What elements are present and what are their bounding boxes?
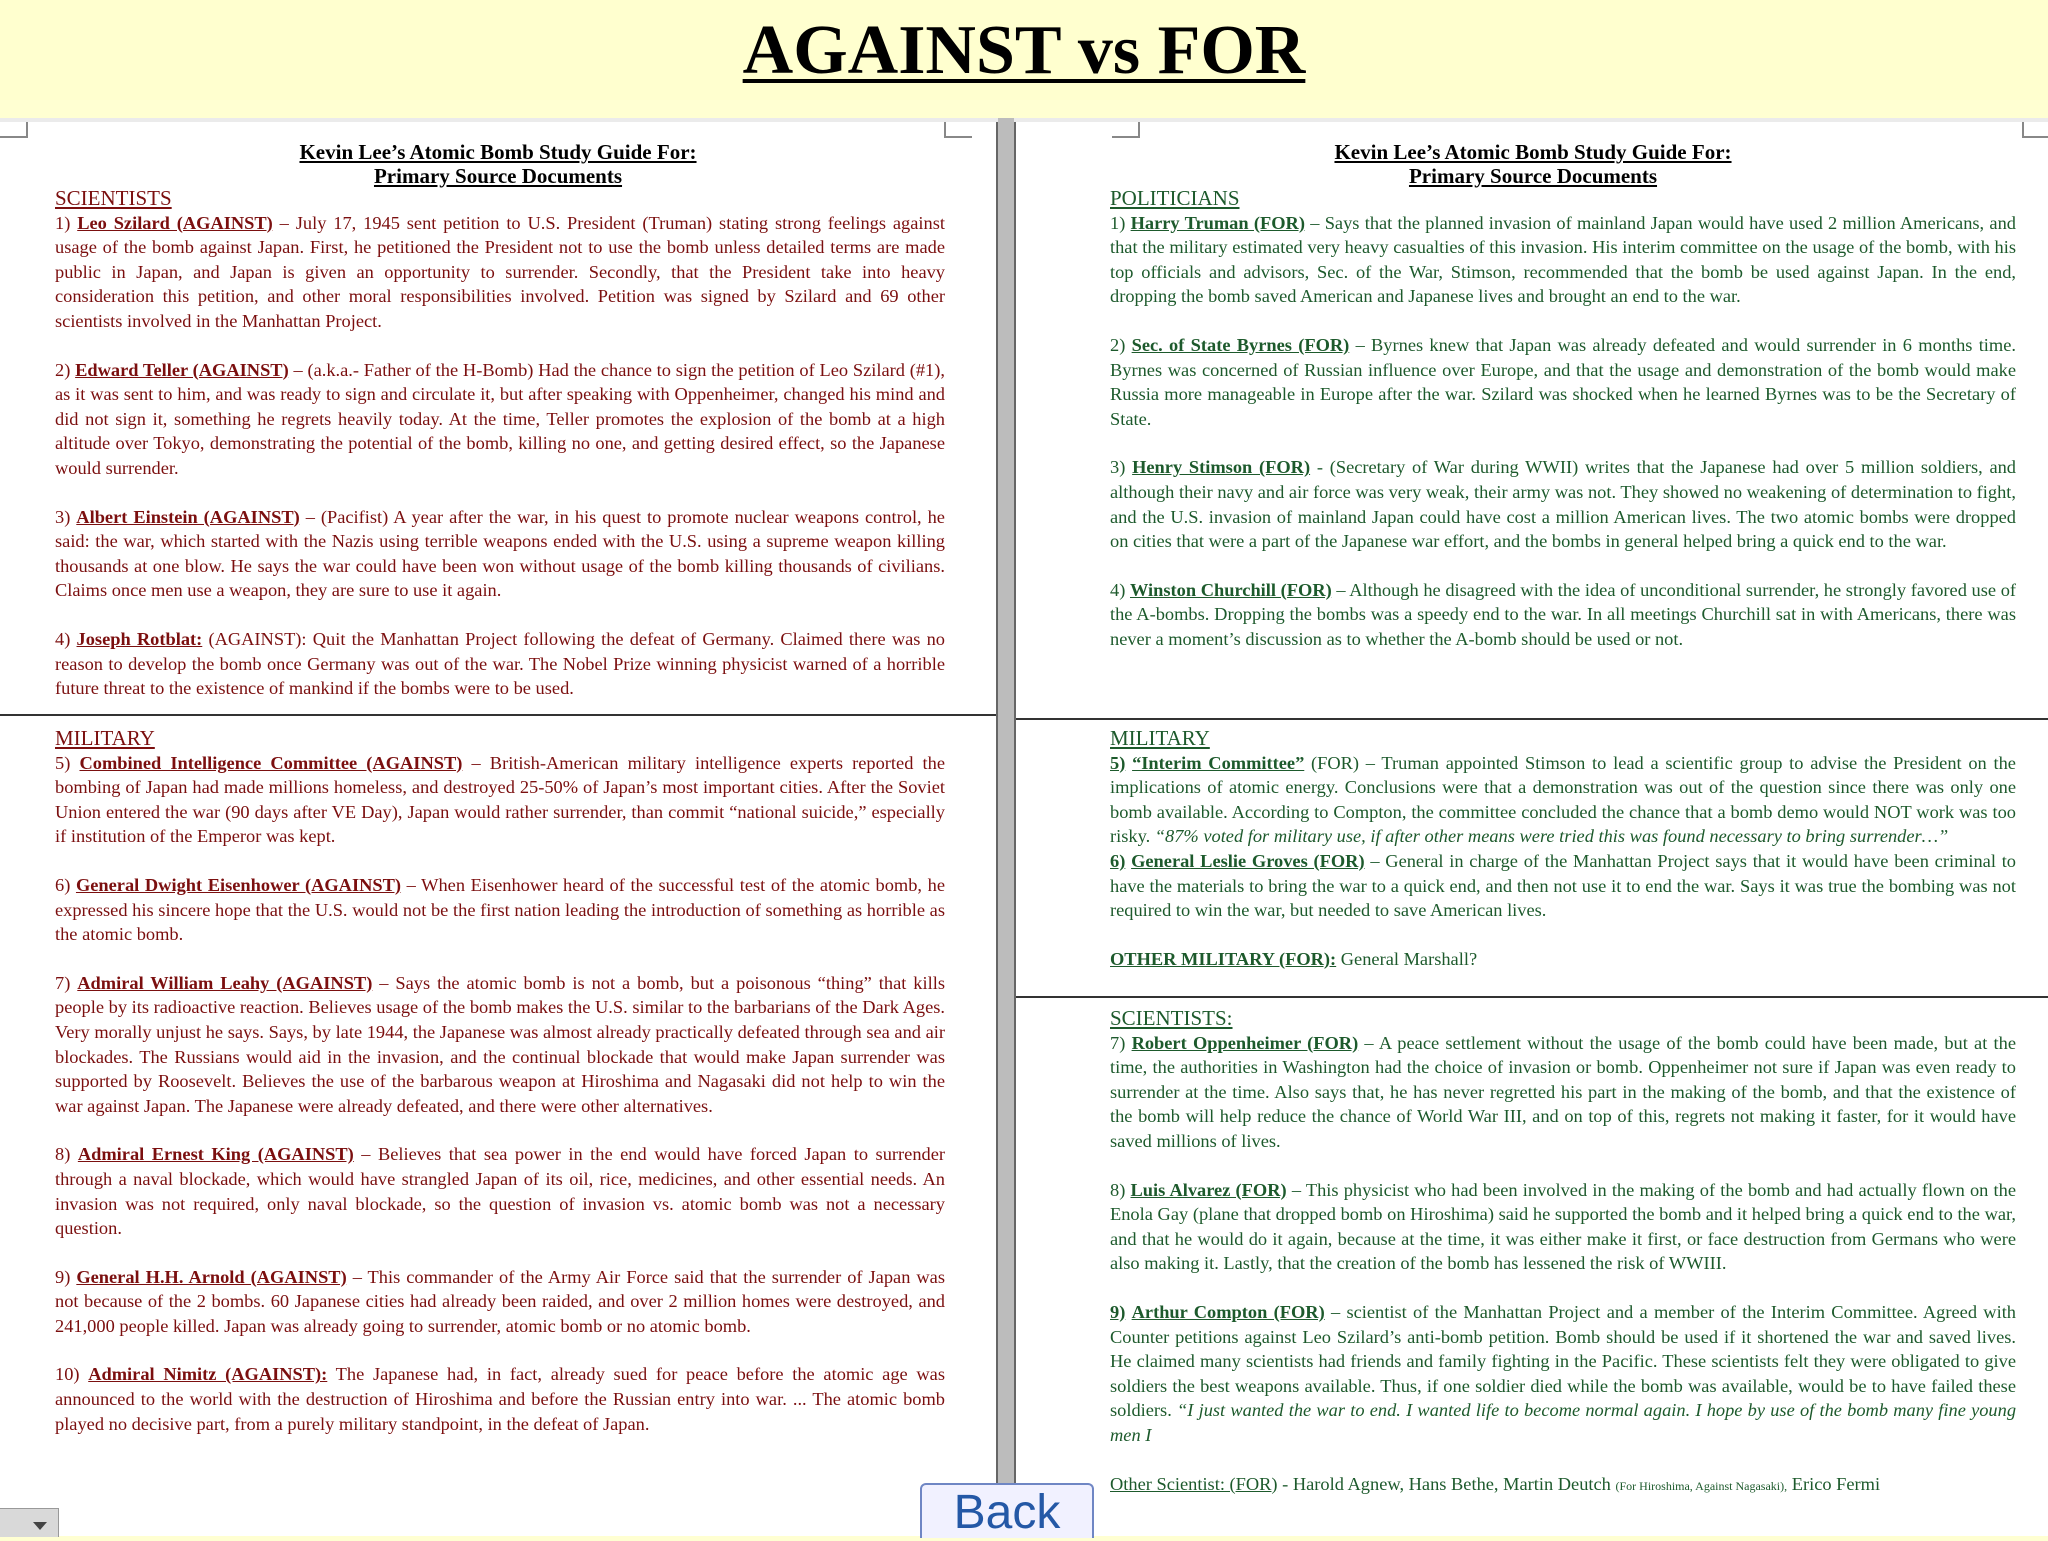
entry-name: “Interim Committee” — [1132, 752, 1305, 773]
entry-name: Luis Alvarez (FOR) — [1130, 1179, 1287, 1200]
guide-header-line-1: Kevin Lee’s Atomic Bomb Study Guide For: — [299, 140, 697, 164]
page-corner-mark — [1112, 122, 1140, 138]
chevron-down-icon — [33, 1522, 47, 1530]
against-military-entry — [55, 1142, 945, 1240]
entry-text: – (a.k.a.- Father of the H-Bomb) Had the chance to sign the petition of Leo Szilard (#1), as it was sent to him, and was ready to sign and circulate it, but after speaking with Oppenheimer, changed his mind and did not sign it, something he regrets heavily today. At the time, Teller promotes the explosion of the bomb at a high altitude over Tokyo, demonstrating the potential of the bomb, killing no one, and getting desired effect, so the Japanese would surrender. — [55, 359, 945, 478]
guide-header-line-1: Kevin Lee’s Atomic Bomb Study Guide For: — [1334, 140, 1732, 164]
entry-text: – Byrnes knew that Japan was already defeated and would surrender in 6 months time. Byrnes was concerned of Russian influence over Europe, and that the usage and demonstration of the bomb would make Russia more manageable in Europe after the war. Szilard was shocked when he learned Byrnes was to be the Secretary of State. — [1110, 334, 2016, 429]
page-corner-mark — [944, 122, 972, 138]
entry-text: – Says the atomic bomb is not a bomb, but a poisonous “thing” that kills people by its radioactive reaction. Believes usage of the bomb makes the U.S. similar to the barbarians of the Dark Ages. Very morally unjust he says. Says, by late 1944, the Japanese was almost already practically defeated through sea and air blockades. The Russians would aid in the invasion, and the continual blockade that would make Japan surrender was supported by Roosevelt. Believes the use of the barbarous weapon at Hiroshima and Nagasaki did not help to win the war against Japan. The Japanese were already defeated, and there were other alternatives. — [55, 972, 945, 1116]
against-military-entry — [55, 1265, 945, 1339]
title-bar — [0, 0, 2048, 100]
entry-text: – This commander of the Army Air Force said that the surrender of Japan was not because of the 2 bombs. 60 Japanese cities had already been raided, and over 2 million homes were destroyed, and 241,000 people killed. Japan was already going to surrender, atomic bomb or no atomic bomb. — [55, 1266, 945, 1336]
entry-text: – This physicist who had been involved in the making of the bomb and had actually flown on the Enola Gay (plane that dropped bomb on Hiroshima) said he supported the bomb and it helped bring a quick end to the war, and that he would do it again, because at the time, it was either make it first, or face destruction from Germans who were also making it. Lastly, that the creation of the bomb has lessened the risk of WWIII. — [1110, 1179, 2017, 1274]
entry-text: – A peace settlement without the usage of the bomb could have been made, but at the time, the authorities in Washington had the choice of invasion or bomb. Oppenheimer not sure if Japan was even ready to surrender at the time. Also says that, he has never regretted his part in the making of the bomb, and that the existence of the bomb will help reduce the chance of World War III, and on top of this, regrets not making it faster, for it would have saved millions of lives. — [1110, 1032, 2017, 1151]
entry-interim-committee — [1110, 751, 2016, 849]
against-military-section — [55, 726, 945, 1460]
entry-quote: “87% voted for military use, if after other means were tried this was found necessary to bring surrender…” — [1154, 826, 1949, 847]
section-title: POLITICIANS — [1110, 186, 1240, 210]
other-scientists-text-2: Erico Fermi — [1787, 1473, 1881, 1494]
entry-name: Edward Teller (AGAINST) — [75, 359, 289, 380]
right-document-page — [1014, 122, 2048, 1536]
entry-name: Albert Einstein (AGAINST) — [76, 506, 300, 527]
entry-name: Harry Truman (FOR) — [1130, 212, 1305, 233]
entry-number: 4) — [55, 628, 71, 649]
entry-name: General Leslie Groves (FOR) — [1131, 850, 1365, 871]
entry-text: – scientist of the Manhattan Project and a member of the Interim Committee. Agreed with Counter petitions against Leo Szilard’s anti-bomb petition. Bomb should be used if it shortened the war and saved lives. He claimed many scientists had friends and family fighting in the Pacific. These scientists felt they were obligated to give soldiers the best weapons available. Thus, if one soldier died while the bomb was available, would be to have failed these soldiers. — [1110, 1301, 2016, 1421]
entry-text: (AGAINST): Quit the Manhattan Project following the defeat of Germany. Claimed there was no reason to develop the bomb once Germany was out of the war. The Nobel Prize winning physicist warned of a horrible future threat to the existence of mankind if the bombs were to be used. — [55, 628, 945, 699]
entry-number: 9) — [1110, 1301, 1126, 1322]
entry-name: Combined Intelligence Committee (AGAINST) — [79, 752, 463, 773]
for-scientist-entry — [1110, 1031, 2016, 1154]
page-corner-mark — [2022, 122, 2048, 138]
entry-number: 5) — [55, 752, 71, 773]
entry-text: (FOR) – Truman appointed Stimson to lead a scientific group to advise the President on the implications of atomic energy. Conclusions were that a demonstration was out of the question since there was only one bomb available. According to Compton, the committee concluded the chance that a bomb demo would NOT work was too risky. — [1110, 752, 2016, 847]
entry-number: 7) — [1110, 1032, 1126, 1053]
for-scientist-entry — [1110, 1178, 2016, 1276]
entry-name: Admiral William Leahy (AGAINST) — [77, 972, 373, 993]
entry-name: Leo Szilard (AGAINST) — [77, 212, 273, 233]
entry-number: 1) — [1110, 212, 1126, 233]
entry-text: – General in charge of the Manhattan Project says that it would have been criminal to have the materials to bring the war to a quick end, and then not use it to end the war. Says it was true the bombing was not required to win the war, but needed to save American lives. — [1110, 850, 2017, 921]
entry-text: – (Pacifist) A year after the war, in his quest to promote nuclear weapons control, he said: the war, which started with the Nazis using terrible weapons ended with the U.S. using a supreme weapon killing thousands at one blow. He says the war could have been won without usage of the bomb killing thousands of civilians. Claims once men use a weapon, they are sure to use it again. — [55, 506, 945, 601]
other-scientists-note: (For Hiroshima, Against Nagasaki), — [1615, 1478, 1788, 1493]
entry-number: 7) — [55, 972, 71, 993]
other-scientists — [1110, 1472, 2016, 1499]
entry-name: Joseph Rotblat: — [76, 628, 203, 649]
left-document-page — [0, 122, 998, 1536]
other-scientists-text: - Harold Agnew, Hans Bethe, Martin Deutch — [1277, 1473, 1616, 1494]
against-military-entry — [55, 971, 945, 1119]
for-politician-entry — [1110, 211, 2016, 309]
entry-number: 3) — [55, 506, 71, 527]
back-button[interactable]: Back — [920, 1483, 1094, 1538]
entry-number: 10) — [55, 1364, 80, 1385]
entry-text: – Although he disagreed with the idea of unconditional surrender, he strongly favored use of the A-bombs. Dropping the bombs was a speedy end to the war. In all meetings Churchill sat in with Americans, there was never a moment’s discussion as to whether the A-bomb should be used or not. — [1110, 579, 2017, 649]
for-politician-entry — [1110, 578, 2016, 652]
entry-list — [55, 211, 945, 701]
guide-header-line-2: Primary Source Documents — [1408, 164, 1658, 188]
against-scientist-entry — [55, 358, 945, 481]
against-scientists-section — [55, 186, 945, 725]
section-divider — [0, 714, 996, 716]
guide-header — [1016, 140, 2048, 188]
guide-header-line-2: Primary Source Documents — [373, 164, 623, 188]
entry-number: 2) — [55, 359, 71, 380]
entry-name: Arthur Compton (FOR) — [1131, 1301, 1325, 1322]
entry-list — [1110, 211, 2016, 652]
for-military-section — [1110, 726, 2016, 971]
section-title: SCIENTISTS: — [1110, 1006, 1233, 1030]
for-scientists-section — [1110, 1006, 2016, 1498]
entry-leslie-groves — [1110, 849, 2016, 923]
page-gutter — [998, 118, 1014, 1536]
entry-number: 9) — [55, 1266, 71, 1287]
entry-number: 8) — [1110, 1179, 1126, 1200]
other-scientists-label: Other Scientist: (FOR) — [1110, 1473, 1278, 1494]
other-military-text: General Marshall? — [1336, 948, 1478, 969]
entry-name: Admiral Ernest King (AGAINST) — [77, 1144, 354, 1165]
for-politicians-section — [1110, 186, 2016, 676]
section-title: MILITARY — [55, 726, 155, 750]
entry-text: – Says that the planned invasion of mainland Japan would have used 2 million Americans, and that the military estimated very heavy casualties of this invasion. His interim committee on the usage of the bomb, with his top officials and advisors, Sec. of the War, Stimson, recommended that the bomb be used against Japan. In the end, dropping the bomb saved American and Japanese lives and brought an end to the war. — [1110, 212, 2016, 307]
against-scientist-entry — [55, 211, 945, 334]
entry-text: – When Eisenhower heard of the successful test of the atomic bomb, he expressed his sincere hope that the U.S. would not be the first nation leading the introduction of something as horrible as the atomic bomb. — [55, 874, 945, 945]
against-scientist-entry — [55, 505, 945, 603]
page-title: AGAINST vs FOR — [742, 12, 1306, 89]
for-politician-entry — [1110, 333, 2016, 431]
entry-number: 1) — [55, 212, 71, 233]
against-military-entry — [55, 873, 945, 947]
entry-list — [55, 751, 945, 1437]
other-military-label: OTHER MILITARY (FOR): — [1110, 948, 1337, 969]
entry-name: Robert Oppenheimer (FOR) — [1131, 1032, 1359, 1053]
entry-name: Admiral Nimitz (AGAINST): — [88, 1364, 328, 1385]
entry-text: - (Secretary of War during WWII) writes that the Japanese had over 5 million soldiers, and although their navy and air force was very weak, their army was not. They showed no weakening of determination to fight, and the U.S. invasion of mainland Japan could have cost a million American lives. The two atomic bombs were dropped on cities that were a part of the Japanese war effort, and the bombs in general helped bring a quick end to the war. — [1110, 457, 2017, 552]
against-scientist-entry — [55, 627, 945, 701]
entry-arthur-compton — [1110, 1300, 2016, 1448]
section-title: MILITARY — [1110, 726, 1210, 750]
other-military — [1110, 947, 2016, 972]
entry-number: 5) — [1110, 752, 1126, 773]
entry-name: General H.H. Arnold (AGAINST) — [76, 1266, 347, 1287]
entry-name: Winston Churchill (FOR) — [1129, 579, 1332, 600]
entry-text: The Japanese had, in fact, already sued for peace before the atomic age was announced to the world with the destruction of Hiroshima and before the Russian entry into war. ... The atomic bomb played no decisive part, from a purely military standpoint, in the defeat of Japan. — [55, 1364, 945, 1434]
section-divider — [1016, 718, 2048, 720]
entry-text: – July 17, 1945 sent petition to U.S. President (Truman) stating strong feelings against usage of the bomb against Japan. First, he petitioned the President not to use the bomb unless detailed terms are made public in Japan, and Japan is given an opportunity to surrender. Secondly, that the President take into heavy consideration this petition, and other moral responsibilities involved. Petition was signed by Szilard and 69 other scientists involved in the Manhattan Project. — [55, 212, 945, 331]
for-politician-entry — [1110, 455, 2016, 553]
entry-number: 2) — [1110, 334, 1126, 355]
entry-name: General Dwight Eisenhower (AGAINST) — [75, 874, 402, 895]
entry-text: – British-American military intelligence experts reported the bombing of Japan had made millions homeless, and destroyed 25-50% of Japan’s most important cities. After the Soviet Union entered the war (90 days after VE Day), Japan would rather surrender, than commit “national suicide,” especially if institution of the Emperor was kept. — [55, 752, 945, 847]
entry-name: Sec. of State Byrnes (FOR) — [1131, 334, 1350, 355]
against-military-entry — [55, 1362, 945, 1436]
entry-quote: “I just wanted the war to end. I wanted life to become normal again. I hope by use of the bomb many fine young men I — [1110, 1400, 2017, 1445]
guide-header — [0, 140, 996, 188]
section-divider — [1016, 996, 2048, 998]
section-title: SCIENTISTS — [55, 186, 172, 210]
scroll-down-arrow[interactable] — [0, 1508, 59, 1537]
entry-list — [1110, 1031, 2016, 1276]
entry-number: 8) — [55, 1144, 71, 1165]
entry-number: 3) — [1110, 457, 1126, 478]
entry-number: 4) — [1110, 579, 1126, 600]
entry-number: 6) — [55, 874, 71, 895]
entry-number: 6) — [1110, 850, 1126, 871]
entry-name: Henry Stimson (FOR) — [1132, 457, 1311, 478]
against-military-entry — [55, 751, 945, 849]
page-corner-mark — [0, 122, 28, 138]
entry-text: – Believes that sea power in the end would have forced Japan to surrender through a naval blockade, which would have strangled Japan of its oil, rice, medicines, and other essential needs. An invasion was not required, only naval blockade, so the question of invasion vs. atomic bomb was not a necessary question. — [55, 1144, 945, 1239]
